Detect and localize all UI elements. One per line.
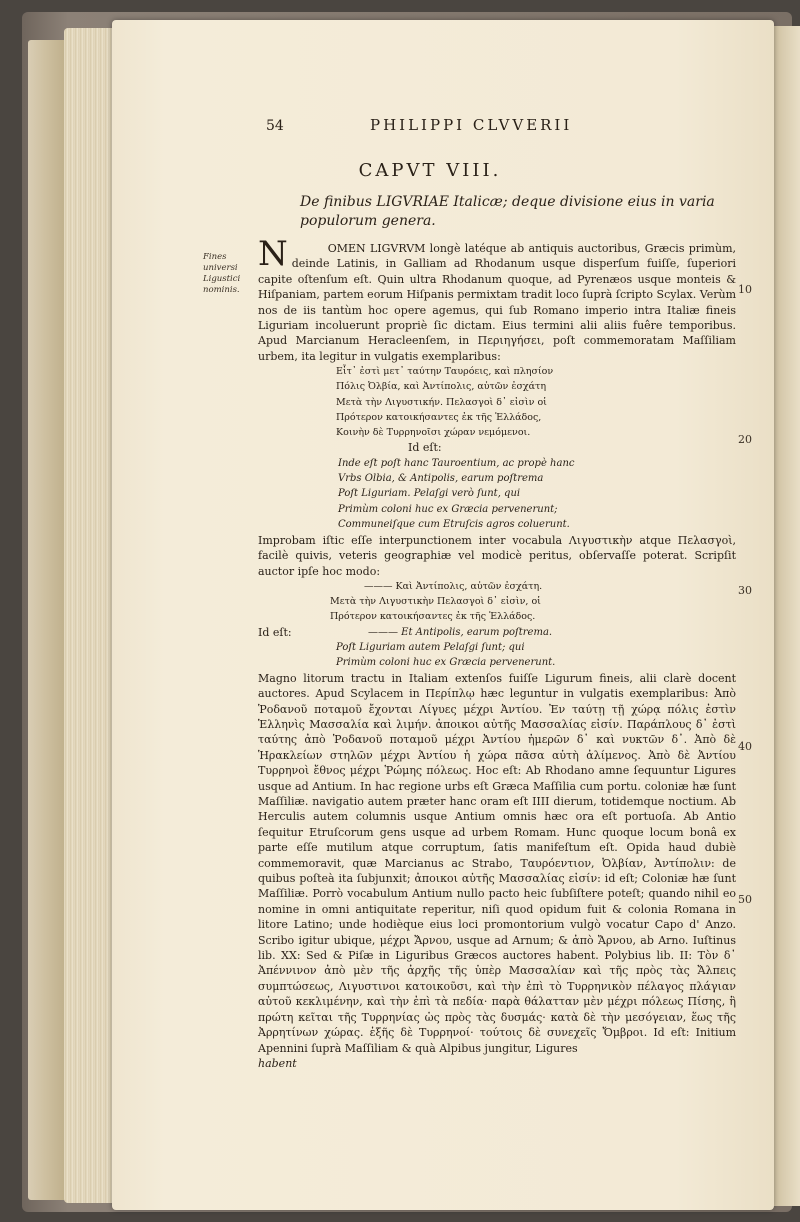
id-est-label: Id eſt: — [408, 441, 442, 455]
paragraph-3: Magno litorum tractu in Italiam extenſos fuiſſe Ligurum fineis, alii clarè docent auctores. Apud Scylacem in Περίπλῳ hæc leguntur in vulgatis exemplaribus: Ἀπὸ Ῥοδανοῦ ποταμοῦ ἔχονται Λίγυες μέχρι Ἀντίου. Ἐν ταύτῃ τῇ χώρᾳ πόλις ἐστὶν Ἑλληνὶς Μασσαλία καὶ λιμήν. ἀποικοι αὐτῆς Μασσαλίας εἰσίν. Παράπλους δ᾽ ἐστὶ ταύτης ἀπὸ Ῥοδανοῦ ποταμοῦ μέχρι Ἀντίου ἡμερῶν δ᾽ καὶ νυκτῶν δ᾽. Ἀπὸ δὲ Ἡρακλείων στηλῶν μέχρι Ἀντίου ἡ χώρα πᾶσα αὐτὴ ἀλίμενος. Ἀπὸ δὲ Ἀντίου Τυρρηνοὶ ἔθνος μέχρι Ῥώμης πόλεως. Hoc eſt: Ab Rhodano amne ſequuntur Ligures usque ad Antium. In hac regione urbs eſt Græca Maſſilia cum portu. coloniæ hæ ſunt Maſſiliæ. navigatio autem præter hanc oram eſt IIII dierum, totidemque noctium. Ab Herculis autem columnis usque Antium omnis hæc ora eſt portuoſa. Ab Antio ſequitur Etruſcorum gens usque ad urbem Romam. Hunc quoque locum bonâ ex parte eſſe mutilum atque corruptum, ſatis manifeſtum eſt. Opida haud dubiè commemoravit, quæ Marcianus ac Strabo, Ταυρόεντιον, Ὀλβίαν, Ἀντίπολιν: de quibus poſteà ita ſubjunxit; ἀποικοι αὐτῆς Μασσαλίας εἰσίν: id eſt; Coloniæ hæ ſunt Maſſiliæ. Porrò vocabulum Antium nullo pacto heic ſubſiſtere poteſt; quando nihil eo nomine in omni antiquitate reperitur, niſi quod opidum fuit & colonia Romana in litore Latino; unde hodièque eius loci promontorium vulgò vocatur Capo d' Anzo. Scribo igitur ubique, μέχρι Ἄρνου, usque ad Arnum; & ἀπὸ Ἄρνου, ab Arno. Iuſtinus lib. XX: Sed & Piſæ in Liguribus Græcos auctores habent. Polybius lib. II: Τὸν δ᾽ Ἀπέννινον ἀπὸ μὲν τῆς ἀρχῆς τῆς ὑπὲρ Μασσαλίαν καὶ τῆς πρὸς τὰς Ἄλπεις συμπτώσεως, Λιγυστινοι κατοικοῦσι, καὶ τὴν ἐπὶ τὸ Τυρρηνικὸν πέλαγος πλάγιαν αὐτοῦ κεκλιμένην, καὶ τὴν ἐπὶ τὰ πεδία· παρὰ θάλατταν μὲν μέχρι πόλεως Πίσης, ἣ πρώτη κεῖται τῆς Τυρρηνίας ὡς πρὸς τὰς δυσμάς· κατὰ δὲ τὴν μεσόγειαν, ἕως τῆς Ἀρρητίνων χώρας. ἑξῆς δὲ Τυρρηνοί· τούτοις δὲ συνεχεῖς Ὄμβροι. Id eſt: Initium Apennini ſuprà Maſſiliam & quà Alpibus jungitur, Ligures — [258, 671, 736, 1055]
greek-verse2-line: Πρότερον κατοικήσαντες ἐκ τῆς Ἑλλάδος. — [330, 611, 536, 623]
line-number-10: 10 — [738, 283, 752, 296]
latin-verse-line: Poſt Liguriam. Pelaſgi verò ſunt, qui — [338, 488, 521, 500]
latin-verse-line: Vrbs Olbia, & Antipolis, earum poſtrema — [338, 473, 544, 485]
id-est-line — [258, 625, 736, 640]
chapter-subtitle: De finibus LIGVRIAE Italicæ; deque divisione eius in varia populorum genera. — [300, 194, 715, 229]
greek-verse-line: Εἶτ᾽ ἐστὶ μετ᾽ ταύτην Ταυρόεις, καὶ πλησίον — [336, 366, 554, 378]
latin-verse2-line: Primùm coloni huc ex Græcia pervenerunt. — [336, 657, 556, 669]
line-number-40: 40 — [738, 740, 752, 753]
latin-verse2-dash-line: ——— Et Antipolis, earum poſtrema. — [368, 626, 553, 638]
paragraph-1-text: OMEN LIGVRVM longè latéque ab antiquis auctoribus, Græcis primùm, deinde Latinis, in Galliam ad Rhodanum usque disperſum fuiſſe, ſuperiori capite oſtenſum eſt. Quin ultra Rhodanum quoque, ad Pyrenæos usque monteis & Hiſpaniam, partem eorum Hiſpanis permixtam tradit loco ſuprà ſcripto Scylax. Verùm nos de iis tantùm hoc opere agemus, qui ſub Romano imperio intra Italiæ fineis Liguriam incoluerunt propriè ſic dictam. Eius termini alii aliis fuêre temporibus. Apud Marcianum Heracleenſem, in Περιηγήσει, poſt commemoratam Maſſiliam urbem, ita legitur in vulgatis exemplaribus: — [258, 242, 736, 363]
running-head: PHILIPPI CLVVERII — [370, 116, 573, 134]
greek-verse-line: Πρότερον κατοικήσαντες ἐκ τῆς Ἑλλάδος, — [336, 411, 542, 423]
page-number: 54 — [266, 118, 284, 134]
catchword: habent — [258, 1056, 297, 1070]
marginal-note: Fines universi Ligustici nominis. — [203, 252, 241, 295]
paragraph-2: Improbam iſtic eſſe interpunctionem inter vocabula Λιγυστικὴν atque Πελασγοὶ, facilè quivis, veteris geographiæ vel modicè peritus, obſervaſſe poterat. Scripſit auctor ipſe hoc modo: — [258, 533, 736, 578]
line-number-30: 30 — [738, 584, 752, 597]
facing-page-edge — [772, 26, 800, 1206]
greek-verse-line: Μετὰ τὴν Λιγυστικήν. Πελασγοὶ δ᾽ εἰσὶν οἱ — [336, 396, 547, 408]
greek-verse-line: Κοινὴν δὲ Τυρρηνοῖσι χώραν νεμόμενοι. — [336, 427, 531, 439]
latin-verse2-line: Poſt Liguriam autem Pelaſgi ſunt; qui — [336, 641, 525, 653]
paragraph-1 — [258, 234, 736, 364]
latin-verse-line: Primùm coloni huc ex Græcia pervenerunt; — [338, 503, 558, 515]
greek-verse-line: Πόλις Ὀλβία, καὶ Ἀντίπολις, αὐτῶν ἐσχάτη — [336, 381, 547, 393]
id-est-label-2: Id eſt: — [258, 625, 292, 639]
line-number-20: 20 — [738, 433, 752, 446]
main-text — [258, 234, 736, 1071]
drop-cap: N — [258, 234, 288, 274]
latin-verse-line: Communeiſque cum Etruſcis agros coluerunt. — [338, 519, 570, 531]
greek-verse2-line: Μετὰ τὴν Λιγυστικὴν Πελασγοὶ δ᾽ εἰσὶν, οἱ — [330, 596, 541, 608]
greek-verse2-dash-line: ——— Καὶ Ἀντίπολις, αὐτῶν ἐσχάτη. — [364, 580, 543, 592]
latin-verse-line: Inde eſt poſt hanc Tauroentium, ac propè hanc — [338, 457, 575, 469]
chapter-title: CAPVT VIII. — [358, 160, 502, 181]
line-number-50: 50 — [738, 893, 752, 906]
